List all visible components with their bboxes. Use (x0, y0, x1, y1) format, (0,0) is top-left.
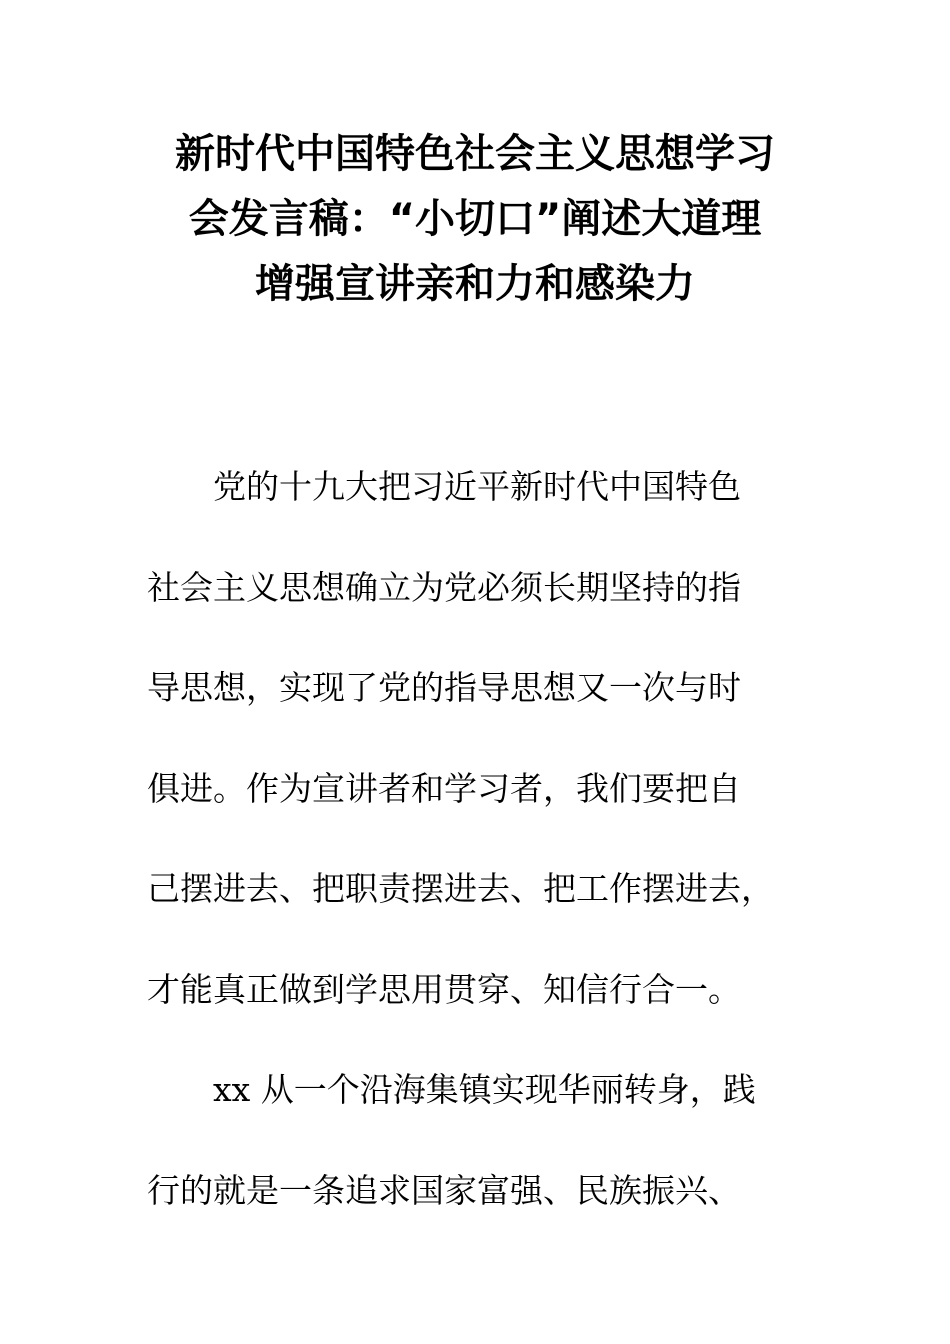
paragraph-1 (147, 437, 807, 1040)
paragraph-2 (147, 1040, 807, 1241)
document-body (147, 437, 807, 1241)
paragraph-1-line-2: 社会主义思想确立为党必须长期坚持的指 (147, 567, 741, 607)
title-line-1: 新时代中国特色社会主义思想学习 (175, 131, 775, 177)
paragraph-2-line-1: xx 从一个沿海集镇实现华丽转身，践 (213, 1070, 756, 1109)
paragraph-1-line-1: 党的十九大把习近平新时代中国特色 (213, 467, 741, 506)
paragraph-2-line-2: 行的就是一条追求国家富强、民族振兴、 (147, 1170, 741, 1210)
document-title (120, 122, 830, 317)
paragraph-1-line-4: 俱进。作为宣讲者和学习者，我们要把自 (147, 768, 741, 808)
paragraph-1-line-6: 才能真正做到学思用贯穿、知信行合一。 (147, 969, 741, 1009)
title-line-3: 增强宣讲亲和力和感染力 (255, 261, 695, 307)
title-line-2: 会发言稿：“小切口”阐述大道理 (188, 196, 762, 242)
paragraph-1-line-5: 己摆进去、把职责摆进去、把工作摆进去， (147, 869, 774, 908)
paragraph-1-line-3: 导思想，实现了党的指导思想又一次与时 (147, 668, 741, 707)
